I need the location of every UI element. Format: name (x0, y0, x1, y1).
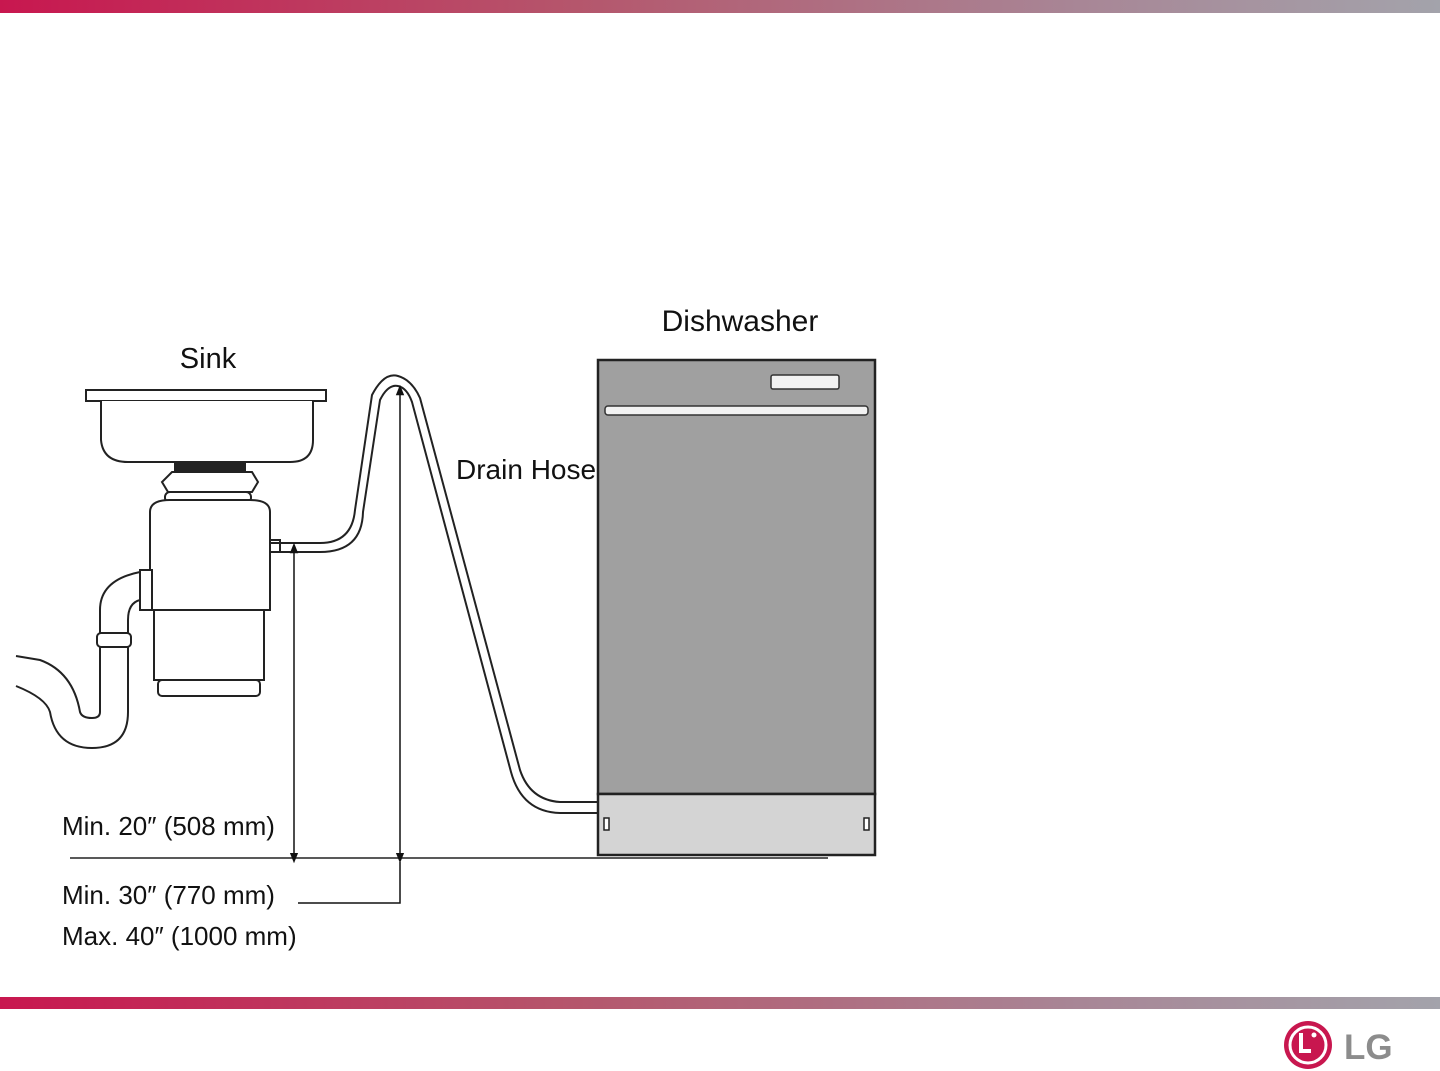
sink (86, 390, 326, 472)
dishwasher-label: Dishwasher (661, 305, 819, 338)
dimension-min30-max40 (298, 390, 400, 903)
lg-logo (1282, 1019, 1402, 1071)
sink-label: Sink (179, 343, 237, 375)
dishwasher-kick-plate (598, 794, 875, 855)
dishwasher (598, 360, 875, 855)
drain-trap-pipe (16, 572, 140, 748)
dishwasher-door-handle (605, 406, 868, 415)
max-40-label: Max. 40″ (1000 mm) (62, 921, 297, 951)
bottom-accent-band (0, 997, 1440, 1009)
min-20-label: Min. 20″ (508 mm) (62, 811, 275, 841)
drain-hose-label: Drain Hose (456, 454, 597, 485)
drain-hose (270, 375, 598, 813)
logo-text: LG (1344, 1028, 1393, 1067)
garbage-disposal (140, 472, 280, 696)
min-30-label: Min. 30″ (770 mm) (62, 880, 275, 910)
dishwasher-control-panel (771, 375, 839, 389)
